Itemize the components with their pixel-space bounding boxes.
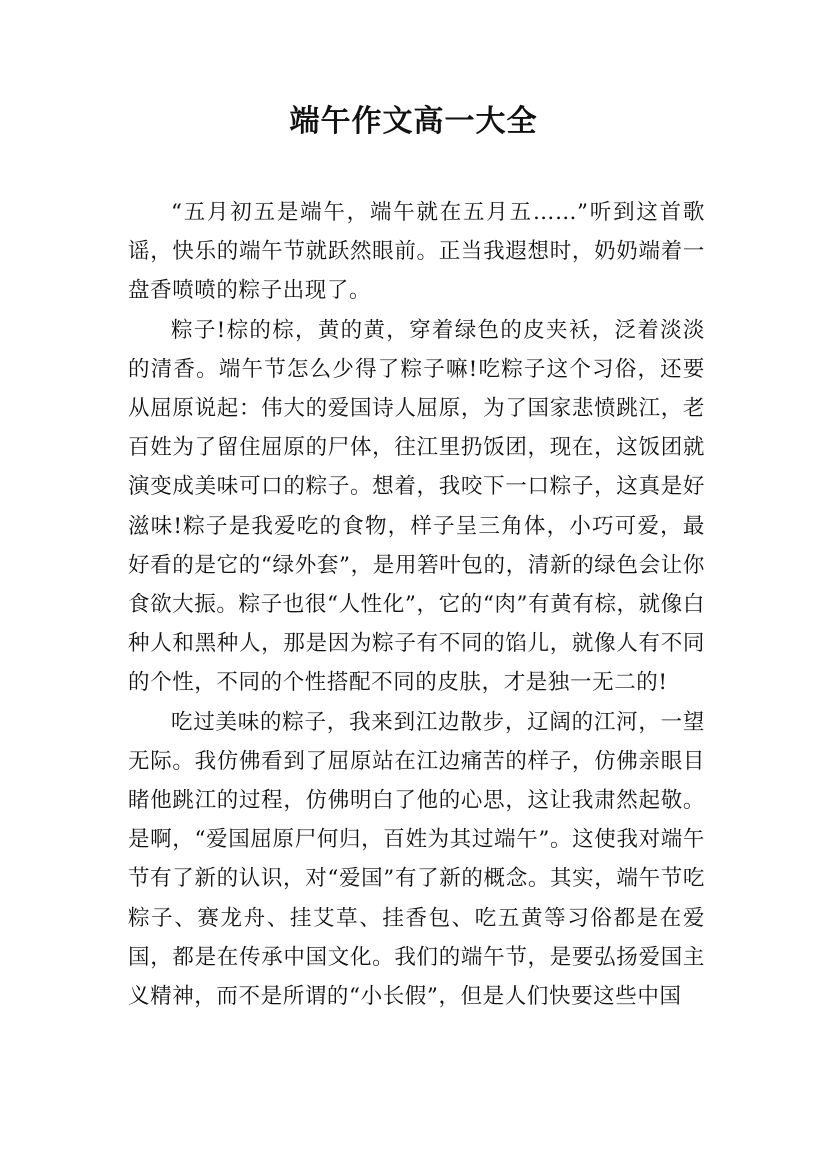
document-title: 端午作文高一大全 [289, 104, 538, 139]
paragraph-3: 吃过美味的粽子，我来到江边散步，辽阔的江河，一望无际。我仿佛看到了屈原站在江边痛苦的样子，仿佛亲眼目睹他跳江的过程，仿佛明白了他的心思，这让我肃然起敬。是啊，“爱国屈原尸何归，百姓为其过端午”。这使我对端午节有了新的认识，对“爱国”有了新的概念。其实，端午节吃粽子、赛龙舟、挂艾草、挂香包、吃五黄等习俗都是在爱国，都是在传承中国文化。我们的端午节，是要弘扬爱国主义精神，而不是所谓的“小长假”，但是人们快要这些中国 [128, 709, 705, 1010]
paragraph-2: 粽子!棕的棕，黄的黄，穿着绿色的皮夹袄，泛着淡淡的清香。端午节怎么少得了粽子嘛!吃粽子这个习俗，还要从屈原说起：伟大的爱国诗人屈原，为了国家悲愤跳江，老百姓为了留住屈原的尸体，往江里扔饭团，现在，这饭团就演变成美味可口的粽子。想着，我咬下一口粽子，这真是好滋味!粽子是我爱吃的食物，样子呈三角体，小巧可爱，最好看的是它的“绿外套”，是用箬叶包的，清新的绿色会让你食欲大振。粽子也很“人性化”，它的“肉”有黄有棕，就像白种人和黑种人，那是因为粽子有不同的馅儿，就像人有不同的个性，不同的个性搭配不同的皮肤，才是独一无二的! [128, 317, 705, 696]
paragraph-1: “五月初五是端午，端午就在五月五……”听到这首歌谣，快乐的端午节就跃然眼前。正当我遐想时，奶奶端着一盘香喷喷的粽子出现了。 [128, 200, 705, 304]
document-body [128, 193, 705, 1016]
